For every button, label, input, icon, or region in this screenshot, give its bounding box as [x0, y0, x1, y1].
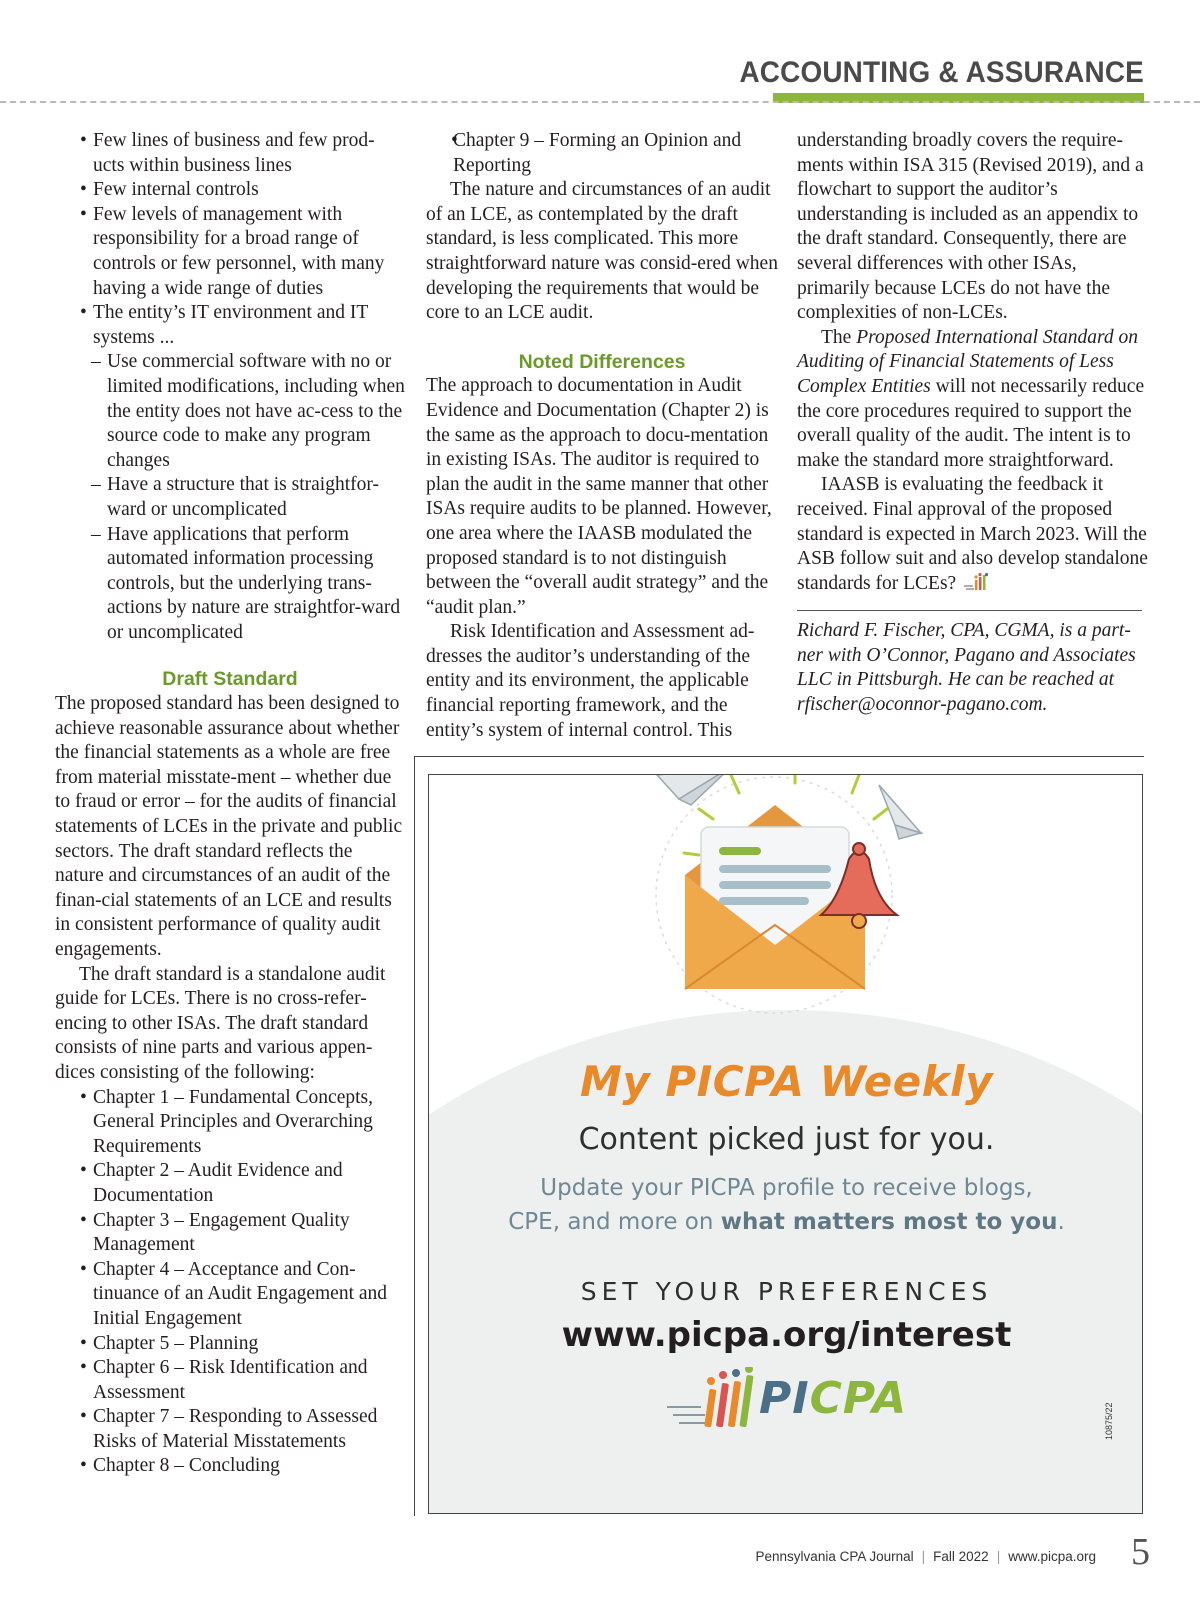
ad-subtitle: Content picked just for you.: [578, 1122, 995, 1157]
heading-noted-differences: Noted Differences: [518, 350, 686, 373]
ad-title: My PICPA Weekly: [580, 1057, 993, 1106]
text: will not necessarily reduce the core procedures required to support the overall quality of the audit. The intent is to make the standard more straightforward.: [797, 375, 1145, 471]
site-link[interactable]: www.picpa.org: [1008, 1549, 1096, 1564]
footer-separator: |: [996, 1549, 1001, 1564]
column-1: [55, 129, 405, 1479]
list-item: • Chapter 4 – Acceptance and Con-tinuance of an Audit Engagement and Initial Engagement: [55, 1258, 405, 1332]
ad-code: 10875/22: [1104, 1402, 1114, 1440]
picpa-weekly-ad[interactable]: [428, 774, 1143, 1514]
list-item: • Chapter 9 – Forming an Opinion and Reporting: [426, 129, 778, 178]
paragraph: Risk Identification and Assessment ad-dresses the auditor’s understanding of the entity and its environment, the applicable financial reporting framework, and the entity’s system of internal control. This: [426, 621, 755, 741]
paragraph: The nature and circumstances of an audit of an LCE, as contemplated by the draft standard, is less complicated. This more straightforward nature was consid-ered when developing the requirements that would be core to an LCE audit.: [426, 179, 778, 324]
paragraph: The approach to documentation in Audit Evidence and Documentation (Chapter 2) is the same as the approach to docu-mentation in existing ISAs. The auditor is required to plan the audit in the same manner that other ISAs require audits to be planned. However, one area where the IAASB modulated the proposed standard is to not distinguish between the “overall audit strategy” and the “audit plan.”: [426, 375, 772, 618]
text: CPE, and more on: [508, 1209, 721, 1235]
list-item: • Few internal controls: [55, 178, 405, 203]
issue-name: Fall 2022: [933, 1549, 989, 1564]
column-3: [797, 129, 1149, 718]
paragraph: The draft standard is a standalone audit guide for LCEs. There is no cross-refer-encing to other ISAs. The draft standard consists of nine parts and various appen-dices consisting of the following:: [55, 963, 386, 1083]
page-footer: [756, 1549, 1096, 1564]
paragraph: understanding broadly covers the require-ments within ISA 315 (Revised 2019), and a flowchart to support the auditor’s understanding is included as an appendix to the draft standard. Consequently, there are several differences with other ISAs, primarily because LCEs do not have the complexities of non-LCEs.: [797, 130, 1144, 324]
list-item: • Few levels of management with responsibility for a broad range of controls or few personnel, with many having a wide range of duties: [55, 203, 405, 301]
ad-body-text: [429, 1171, 1143, 1239]
list-item: – Have a structure that is straightfor-ward or uncomplicated: [55, 473, 405, 522]
list-item: – Use commercial software with no or limited modifications, including when the entity does not have ac-cess to the source code to make any program changes: [55, 350, 405, 473]
list-item: • Few lines of business and few prod-ucts within business lines: [55, 129, 405, 178]
chapters-list: [55, 1086, 405, 1480]
list-item: • Chapter 7 – Responding to Assessed Risks of Material Misstatements: [55, 1405, 405, 1454]
heading-draft-standard: Draft Standard: [162, 668, 298, 691]
logo-cpa: CPA: [809, 1373, 908, 1424]
paragraph: The proposed standard has been designed to achieve reasonable assurance about whether the financial statements as a whole are free from material misstate-ment – whether due to fraud or error – for the audits of financial statements of LCEs in the private and public sectors. The draft standard reflects the nature and circumstances of an audit of the finan-cial statements of an LCE and results in consistent performance of quality audit engagements.: [55, 693, 403, 960]
list-item: • Chapter 5 – Planning: [55, 1332, 405, 1357]
list-item: • Chapter 8 – Concluding: [55, 1454, 405, 1479]
list-item: • The entity’s IT environment and IT systems ...: [55, 301, 405, 350]
ad-body-line: Update your PICPA profile to receive blogs,: [540, 1175, 1033, 1201]
lce-characteristics-list: [55, 129, 405, 350]
header-dashed-rule: [0, 101, 1200, 103]
it-systems-sublist: [55, 350, 405, 645]
emphasis: what matters most to you: [720, 1209, 1058, 1235]
standard-title: Proposed International Standard on Auditing of Financial Statements of Less Complex Entities: [797, 326, 1139, 397]
picpa-logo-text: [759, 1373, 907, 1424]
paper-plane-left-icon: [657, 775, 731, 805]
text: The: [821, 326, 852, 348]
chapters-list-continued: [426, 129, 778, 178]
list-item: • Chapter 1 – Fundamental Concepts, General Principles and Overarching Requirements: [55, 1086, 405, 1160]
column-2: [426, 129, 778, 743]
text: IAASB is evaluating the feedback it received. Final approval of the proposed standard is expected in March 2023. Will the ASB follow suit and also develop standalone standards for LCEs?: [797, 474, 1148, 594]
list-item: • Chapter 3 – Engagement Quality Management: [55, 1209, 405, 1258]
list-item: • Chapter 6 – Risk Identification and Assessment: [55, 1356, 405, 1405]
text: .: [1057, 1209, 1065, 1235]
author-byline: Richard F. Fischer, CPA, CGMA, is a part-ner with O’Connor, Pagano and Associates LLC in Pittsburgh. He can be reached at rfischer@oconnor-pagano.com.: [797, 620, 1136, 716]
page-number: 5: [1131, 1531, 1150, 1573]
journal-name: Pennsylvania CPA Journal: [755, 1549, 914, 1564]
ad-url-link[interactable]: www.picpa.org/interest: [561, 1315, 1012, 1355]
envelope-bell-illustration: [429, 775, 1143, 1105]
footer-separator: |: [921, 1549, 926, 1564]
paragraph: [797, 326, 1149, 474]
picpa-end-mark-icon: [964, 573, 990, 591]
list-item: • Chapter 2 – Audit Evidence and Documentation: [55, 1159, 405, 1208]
ad-call-to-action: SET YOUR PREFERENCES: [580, 1277, 993, 1306]
list-item: – Have applications that perform automated information processing controls, but the underlying trans-actions by nature are straightfor-ward or uncomplicated: [55, 523, 405, 646]
ad-body-line: [429, 1205, 1143, 1239]
logo-pi: PI: [759, 1373, 810, 1424]
paragraph: [797, 473, 1149, 596]
byline-divider: [797, 610, 1142, 611]
section-title: ACCOUNTING & ASSURANCE: [739, 56, 1144, 89]
